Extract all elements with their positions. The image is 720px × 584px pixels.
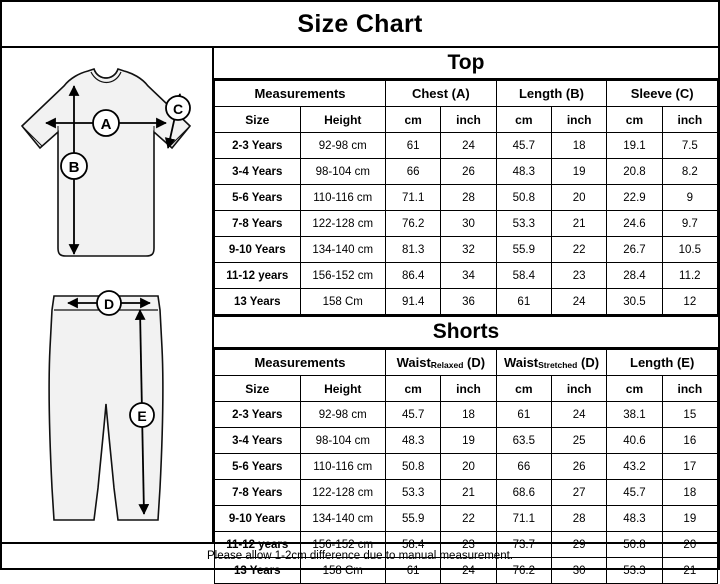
cell-length-cm: 53.3: [496, 211, 551, 237]
cell-waistr-cm: 50.8: [386, 454, 441, 480]
cell-size: 7-8 Years: [215, 480, 301, 506]
footer-note: Please allow 1-2cm difference due to manual measurement.: [207, 550, 513, 562]
cell-waistr-inch: 24: [441, 558, 496, 584]
top-group-length: Length (B): [496, 81, 607, 107]
shorts-subhead-waists-inch: inch: [551, 376, 606, 402]
cell-waists-inch: 27: [551, 480, 606, 506]
cell-height: 92-98 cm: [300, 133, 386, 159]
top-subhead-sleeve-inch: inch: [662, 107, 717, 133]
cell-waists-inch: 28: [551, 506, 606, 532]
cell-length-cm: 48.3: [607, 506, 662, 532]
waist-relaxed-sup: Relaxed: [430, 360, 464, 371]
table-row: [215, 263, 718, 289]
cell-sleeve-inch: 10.5: [662, 237, 717, 263]
cell-size: 3-4 Years: [215, 159, 301, 185]
footer-note-bar: [2, 542, 718, 568]
cell-size: 9-10 Years: [215, 237, 301, 263]
cell-length-inch: 17: [662, 454, 717, 480]
cell-length-cm: 45.7: [607, 480, 662, 506]
table-row: [215, 506, 718, 532]
top-group-header-row: [215, 81, 718, 107]
waist-stretched-tail: (D): [580, 355, 600, 371]
cell-chest-cm: 86.4: [386, 263, 441, 289]
cell-waistr-inch: 18: [441, 402, 496, 428]
cell-size: 2-3 Years: [215, 402, 301, 428]
cell-sleeve-cm: 20.8: [607, 159, 662, 185]
cell-sleeve-inch: 11.2: [662, 263, 717, 289]
cell-size: 11-12 years: [215, 532, 301, 558]
garment-diagram-svg: [2, 48, 210, 528]
cell-sleeve-inch: 9: [662, 185, 717, 211]
shorts-subhead-waists-cm: cm: [496, 376, 551, 402]
cell-length-inch: 18: [551, 133, 606, 159]
cell-waistr-cm: 53.3: [386, 480, 441, 506]
shorts-sub-header-row: [215, 376, 718, 402]
cell-size: 9-10 Years: [215, 506, 301, 532]
cell-waistr-inch: 23: [441, 532, 496, 558]
shorts-subhead-waistr-inch: inch: [441, 376, 496, 402]
cell-chest-cm: 66: [386, 159, 441, 185]
cell-chest-cm: 61: [386, 133, 441, 159]
cell-size: 11-12 years: [215, 263, 301, 289]
tshirt-shape: [22, 69, 190, 256]
shorts-group-header-row: [215, 350, 718, 376]
cell-chest-cm: 71.1: [386, 185, 441, 211]
top-group-sleeve: Sleeve (C): [607, 81, 718, 107]
table-row: [215, 237, 718, 263]
cell-sleeve-cm: 22.9: [607, 185, 662, 211]
cell-waistr-cm: 48.3: [386, 428, 441, 454]
cell-waists-inch: 29: [551, 532, 606, 558]
cell-size: 2-3 Years: [215, 133, 301, 159]
cell-length-cm: 38.1: [607, 402, 662, 428]
cell-waists-inch: 26: [551, 454, 606, 480]
cell-size: 3-4 Years: [215, 428, 301, 454]
top-subhead-sleeve-cm: cm: [607, 107, 662, 133]
cell-size: 7-8 Years: [215, 211, 301, 237]
cell-size: 5-6 Years: [215, 454, 301, 480]
cell-sleeve-inch: 9.7: [662, 211, 717, 237]
cell-waistr-inch: 20: [441, 454, 496, 480]
cell-sleeve-cm: 24.6: [607, 211, 662, 237]
cell-size: 13 Years: [215, 558, 301, 584]
table-row: [215, 480, 718, 506]
cell-waistr-inch: 21: [441, 480, 496, 506]
cell-waists-inch: 24: [551, 402, 606, 428]
cell-height: 158 Cm: [300, 289, 386, 315]
cell-length-cm: 61: [496, 289, 551, 315]
cell-size: 13 Years: [215, 289, 301, 315]
shorts-subhead-size: Size: [215, 376, 301, 402]
cell-chest-inch: 28: [441, 185, 496, 211]
table-row: [215, 159, 718, 185]
cell-length-inch: 19: [551, 159, 606, 185]
cell-length-cm: 50.8: [496, 185, 551, 211]
cell-length-cm: 40.6: [607, 428, 662, 454]
cell-waistr-inch: 22: [441, 506, 496, 532]
cell-waists-cm: 76.2: [496, 558, 551, 584]
label-b: B: [68, 159, 80, 176]
cell-chest-cm: 91.4: [386, 289, 441, 315]
cell-chest-cm: 76.2: [386, 211, 441, 237]
top-subhead-size: Size: [215, 107, 301, 133]
cell-height: 110-116 cm: [300, 454, 386, 480]
shorts-subhead-length-inch: inch: [662, 376, 717, 402]
cell-length-inch: 18: [662, 480, 717, 506]
cell-length-cm: 48.3: [496, 159, 551, 185]
shorts-subhead-length-cm: cm: [607, 376, 662, 402]
label-e: E: [137, 408, 147, 424]
cell-chest-inch: 36: [441, 289, 496, 315]
cell-height: 156-152 cm: [300, 532, 386, 558]
cell-height: 158 Cm: [300, 558, 386, 584]
label-c: C: [172, 101, 184, 117]
cell-height: 98-104 cm: [300, 428, 386, 454]
top-subhead-chest-cm: cm: [386, 107, 441, 133]
cell-sleeve-cm: 30.5: [607, 289, 662, 315]
waist-stretched-main: Waist: [503, 355, 539, 371]
cell-length-cm: 53.3: [607, 558, 662, 584]
shorts-group-waist-relaxed: [386, 350, 497, 376]
shorts-section-heading: Shorts: [214, 315, 718, 349]
cell-length-inch: 19: [662, 506, 717, 532]
cell-height: 122-128 cm: [300, 480, 386, 506]
cell-waistr-cm: 61: [386, 558, 441, 584]
cell-waists-cm: 71.1: [496, 506, 551, 532]
shorts-subhead-height: Height: [300, 376, 386, 402]
cell-length-inch: 21: [662, 558, 717, 584]
cell-height: 134-140 cm: [300, 506, 386, 532]
cell-length-inch: 20: [551, 185, 606, 211]
cell-waists-inch: 25: [551, 428, 606, 454]
cell-height: 110-116 cm: [300, 185, 386, 211]
cell-waistr-cm: 58.4: [386, 532, 441, 558]
label-d: D: [103, 296, 115, 312]
waist-relaxed-main: Waist: [396, 355, 431, 371]
cell-chest-inch: 26: [441, 159, 496, 185]
cell-waists-cm: 66: [496, 454, 551, 480]
cell-height: 122-128 cm: [300, 211, 386, 237]
cell-waists-cm: 68.6: [496, 480, 551, 506]
cell-chest-inch: 32: [441, 237, 496, 263]
top-group-measurements: Measurements: [215, 81, 386, 107]
cell-waistr-cm: 45.7: [386, 402, 441, 428]
page-title: Size Chart: [297, 9, 423, 38]
cell-chest-inch: 34: [441, 263, 496, 289]
cell-waists-cm: 61: [496, 402, 551, 428]
cell-height: 98-104 cm: [300, 159, 386, 185]
cell-sleeve-cm: 26.7: [607, 237, 662, 263]
cell-length-inch: 24: [551, 289, 606, 315]
cell-sleeve-cm: 28.4: [607, 263, 662, 289]
cell-chest-inch: 30: [441, 211, 496, 237]
cell-length-inch: 21: [551, 211, 606, 237]
cell-length-inch: 16: [662, 428, 717, 454]
cell-waistr-inch: 19: [441, 428, 496, 454]
cell-sleeve-inch: 12: [662, 289, 717, 315]
cell-length-inch: 23: [551, 263, 606, 289]
cell-length-inch: 15: [662, 402, 717, 428]
table-row: [215, 185, 718, 211]
shorts-group-measurements: Measurements: [215, 350, 386, 376]
waist-relaxed-tail: (D): [467, 355, 486, 371]
cell-chest-inch: 24: [441, 133, 496, 159]
cell-height: 156-152 cm: [300, 263, 386, 289]
top-subhead-height: Height: [300, 107, 386, 133]
cell-waistr-cm: 55.9: [386, 506, 441, 532]
cell-size: 5-6 Years: [215, 185, 301, 211]
waist-stretched-sup: Stretched: [538, 360, 578, 371]
cell-length-cm: 55.9: [496, 237, 551, 263]
cell-length-cm: 50.8: [607, 532, 662, 558]
cell-length-cm: 58.4: [496, 263, 551, 289]
shorts-subhead-waistr-cm: cm: [386, 376, 441, 402]
top-group-chest: Chest (A): [386, 81, 497, 107]
table-row: [215, 211, 718, 237]
label-a: A: [100, 116, 112, 133]
cell-sleeve-inch: 8.2: [662, 159, 717, 185]
table-row: [215, 289, 718, 315]
top-subhead-chest-inch: inch: [441, 107, 496, 133]
shorts-group-waist-stretched: [496, 350, 607, 376]
cell-length-inch: 20: [662, 532, 717, 558]
cell-sleeve-cm: 19.1: [607, 133, 662, 159]
cell-length-cm: 45.7: [496, 133, 551, 159]
top-subhead-length-cm: cm: [496, 107, 551, 133]
cell-waists-cm: 73.7: [496, 532, 551, 558]
cell-chest-cm: 81.3: [386, 237, 441, 263]
page-title-bar: [2, 2, 718, 48]
table-row: [215, 402, 718, 428]
cell-waists-cm: 63.5: [496, 428, 551, 454]
table-row: [215, 133, 718, 159]
table-row: [215, 428, 718, 454]
top-sub-header-row: [215, 107, 718, 133]
cell-height: 92-98 cm: [300, 402, 386, 428]
cell-length-cm: 43.2: [607, 454, 662, 480]
garment-illustration: [2, 48, 214, 542]
top-section-heading: Top: [214, 48, 718, 80]
cell-length-inch: 22: [551, 237, 606, 263]
top-size-table: [214, 80, 718, 315]
cell-height: 134-140 cm: [300, 237, 386, 263]
cell-sleeve-inch: 7.5: [662, 133, 717, 159]
table-row: [215, 454, 718, 480]
cell-waists-inch: 30: [551, 558, 606, 584]
top-subhead-length-inch: inch: [551, 107, 606, 133]
shorts-group-length: Length (E): [607, 350, 718, 376]
